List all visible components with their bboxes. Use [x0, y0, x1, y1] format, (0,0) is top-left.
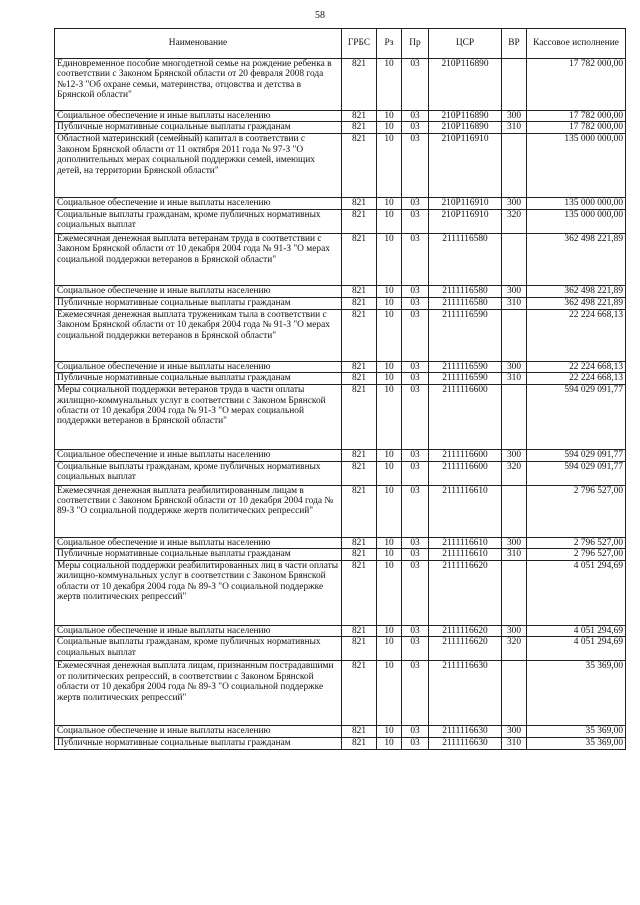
- cell-vr: 310: [502, 549, 527, 561]
- table-row: [55, 309, 626, 361]
- cell-pr: 03: [402, 485, 429, 537]
- cell-pr: 03: [402, 661, 429, 726]
- cell-amount: 362 498 221,89: [527, 285, 626, 297]
- table-row: [55, 385, 626, 450]
- cell-name: Единовременное пособие многодетной семье на рождение ребенка в соответствии с Законом Брянской области от 20 февраля 2008 года №12-З "Об охране семьи, материнства, отцовства и детства в Брянской области": [55, 59, 342, 111]
- cell-grbs: 821: [342, 726, 377, 737]
- cell-csr: 210P116910: [429, 134, 502, 198]
- cell-vr: [502, 385, 527, 450]
- cell-name: Социальное обеспечение и иные выплаты населению: [55, 198, 342, 209]
- col-header-rz: Рз: [377, 29, 402, 59]
- table-row: [55, 198, 626, 209]
- table-row: [55, 637, 626, 661]
- cell-vr: [502, 485, 527, 537]
- cell-rz: 10: [377, 661, 402, 726]
- cell-amount: 17 782 000,00: [527, 122, 626, 134]
- cell-name: Публичные нормативные социальные выплаты гражданам: [55, 549, 342, 561]
- cell-csr: 2111116630: [429, 661, 502, 726]
- cell-vr: 300: [502, 285, 527, 297]
- cell-csr: 2111116600: [429, 461, 502, 485]
- cell-amount: 594 029 091,77: [527, 450, 626, 461]
- col-header-vr: ВР: [502, 29, 527, 59]
- cell-amount: 22 224 668,13: [527, 361, 626, 372]
- cell-name: Ежемесячная денежная выплата ветеранам труда в соответствии с Законом Брянской области от 10 декабря 2004 года № 91-З "О мерах социальной поддержки ветеранов в Брянской области": [55, 233, 342, 285]
- cell-rz: 10: [377, 111, 402, 122]
- cell-amount: 17 782 000,00: [527, 59, 626, 111]
- cell-rz: 10: [377, 59, 402, 111]
- table-row: [55, 361, 626, 372]
- cell-grbs: 821: [342, 385, 377, 450]
- cell-csr: 2111116610: [429, 549, 502, 561]
- col-header-amount: Кассовое исполнение: [527, 29, 626, 59]
- cell-amount: 594 029 091,77: [527, 461, 626, 485]
- cell-csr: 2111116630: [429, 726, 502, 737]
- cell-vr: 300: [502, 726, 527, 737]
- cell-grbs: 821: [342, 361, 377, 372]
- cell-rz: 10: [377, 361, 402, 372]
- cell-grbs: 821: [342, 461, 377, 485]
- cell-grbs: 821: [342, 373, 377, 385]
- cell-rz: 10: [377, 549, 402, 561]
- cell-vr: 300: [502, 626, 527, 637]
- cell-vr: [502, 59, 527, 111]
- cell-rz: 10: [377, 373, 402, 385]
- cell-grbs: 821: [342, 297, 377, 309]
- table-row: [55, 59, 626, 111]
- cell-csr: 2111116610: [429, 537, 502, 548]
- cell-pr: 03: [402, 361, 429, 372]
- cell-vr: 300: [502, 198, 527, 209]
- cell-rz: 10: [377, 198, 402, 209]
- cell-amount: 2 796 527,00: [527, 537, 626, 548]
- table-row: [55, 726, 626, 737]
- cell-grbs: 821: [342, 737, 377, 749]
- cell-name: Социальное обеспечение и иные выплаты населению: [55, 285, 342, 297]
- cell-amount: 4 051 294,69: [527, 637, 626, 661]
- cell-rz: 10: [377, 134, 402, 198]
- table-row: [55, 737, 626, 749]
- cell-amount: 17 782 000,00: [527, 111, 626, 122]
- table-row: [55, 111, 626, 122]
- table-row: [55, 297, 626, 309]
- cell-vr: 300: [502, 450, 527, 461]
- cell-vr: 310: [502, 122, 527, 134]
- cell-grbs: 821: [342, 661, 377, 726]
- cell-csr: 2111116620: [429, 626, 502, 637]
- table-body: [55, 59, 626, 750]
- cell-amount: 4 051 294,69: [527, 626, 626, 637]
- cell-amount: 22 224 668,13: [527, 373, 626, 385]
- cell-rz: 10: [377, 537, 402, 548]
- cell-rz: 10: [377, 485, 402, 537]
- cell-grbs: 821: [342, 233, 377, 285]
- cell-pr: 03: [402, 373, 429, 385]
- cell-vr: [502, 661, 527, 726]
- cell-pr: 03: [402, 737, 429, 749]
- table-row: [55, 461, 626, 485]
- col-header-pr: Пр: [402, 29, 429, 59]
- cell-grbs: 821: [342, 209, 377, 233]
- cell-pr: 03: [402, 297, 429, 309]
- cell-pr: 03: [402, 198, 429, 209]
- cell-rz: 10: [377, 309, 402, 361]
- cell-grbs: 821: [342, 285, 377, 297]
- cell-rz: 10: [377, 385, 402, 450]
- cell-name: Областной материнский (семейный) капитал в соответствии с Законом Брянской области от 11 октября 2011 года № 97-З "О дополнительных мерах социальной поддержки семей, имеющих детей, на территории Брянской области": [55, 134, 342, 198]
- cell-grbs: 821: [342, 485, 377, 537]
- cell-name: Социальные выплаты гражданам, кроме публичных нормативных социальных выплат: [55, 461, 342, 485]
- cell-vr: [502, 561, 527, 626]
- cell-pr: 03: [402, 561, 429, 626]
- table-row: [55, 233, 626, 285]
- table-row: [55, 561, 626, 626]
- cell-csr: 210P116890: [429, 111, 502, 122]
- cell-grbs: 821: [342, 122, 377, 134]
- cell-csr: 2111116620: [429, 637, 502, 661]
- cell-pr: 03: [402, 309, 429, 361]
- cell-amount: 135 000 000,00: [527, 198, 626, 209]
- table-row: [55, 285, 626, 297]
- table-header-row: [55, 29, 626, 59]
- cell-pr: 03: [402, 209, 429, 233]
- cell-pr: 03: [402, 111, 429, 122]
- table-row: [55, 209, 626, 233]
- cell-amount: 2 796 527,00: [527, 549, 626, 561]
- cell-rz: 10: [377, 209, 402, 233]
- cell-csr: 210P116910: [429, 209, 502, 233]
- cell-pr: 03: [402, 285, 429, 297]
- cell-name: Публичные нормативные социальные выплаты гражданам: [55, 373, 342, 385]
- cell-amount: 135 000 000,00: [527, 134, 626, 198]
- cell-pr: 03: [402, 134, 429, 198]
- cell-name: Публичные нормативные социальные выплаты гражданам: [55, 122, 342, 134]
- cell-csr: 2111116590: [429, 361, 502, 372]
- cell-csr: 2111116620: [429, 561, 502, 626]
- table-row: [55, 661, 626, 726]
- cell-pr: 03: [402, 726, 429, 737]
- cell-pr: 03: [402, 233, 429, 285]
- cell-pr: 03: [402, 637, 429, 661]
- cell-csr: 2111116580: [429, 297, 502, 309]
- cell-pr: 03: [402, 385, 429, 450]
- cell-name: Ежемесячная денежная выплата реабилитированным лицам в соответствии с Законом Брянской области от 10 декабря 2004 года № 89-З "О социальной поддержке жертв политических репрессий": [55, 485, 342, 537]
- cell-vr: [502, 309, 527, 361]
- cell-csr: 2111116600: [429, 385, 502, 450]
- cell-csr: 2111116600: [429, 450, 502, 461]
- cell-grbs: 821: [342, 450, 377, 461]
- page-number: 58: [315, 10, 325, 21]
- cell-rz: 10: [377, 297, 402, 309]
- table-row: [55, 485, 626, 537]
- cell-amount: 362 498 221,89: [527, 297, 626, 309]
- cell-vr: 320: [502, 461, 527, 485]
- cell-pr: 03: [402, 122, 429, 134]
- cell-rz: 10: [377, 561, 402, 626]
- cell-name: Социальное обеспечение и иные выплаты населению: [55, 361, 342, 372]
- cell-amount: 35 369,00: [527, 661, 626, 726]
- cell-name: Публичные нормативные социальные выплаты гражданам: [55, 737, 342, 749]
- cell-amount: 594 029 091,77: [527, 385, 626, 450]
- cell-name: Публичные нормативные социальные выплаты гражданам: [55, 297, 342, 309]
- col-header-grbs: ГРБС: [342, 29, 377, 59]
- cell-csr: 210P116890: [429, 122, 502, 134]
- cell-amount: 362 498 221,89: [527, 233, 626, 285]
- cell-grbs: 821: [342, 111, 377, 122]
- cell-vr: 300: [502, 537, 527, 548]
- cell-rz: 10: [377, 122, 402, 134]
- cell-name: Социальные выплаты гражданам, кроме публичных нормативных социальных выплат: [55, 209, 342, 233]
- cell-grbs: 821: [342, 134, 377, 198]
- cell-name: Социальные выплаты гражданам, кроме публичных нормативных социальных выплат: [55, 637, 342, 661]
- cell-csr: 210P116910: [429, 198, 502, 209]
- cell-rz: 10: [377, 233, 402, 285]
- table-row: [55, 549, 626, 561]
- table-row: [55, 537, 626, 548]
- cell-rz: 10: [377, 450, 402, 461]
- cell-vr: [502, 134, 527, 198]
- cell-pr: 03: [402, 549, 429, 561]
- cell-grbs: 821: [342, 549, 377, 561]
- table-row: [55, 626, 626, 637]
- cell-csr: 2111116610: [429, 485, 502, 537]
- cell-name: Ежемесячная денежная выплата лицам, признанным пострадавшими от политических репрессий, в соответствии с Законом Брянской области от 10 декабря 2004 года № 89-З "О социальной поддержке жертв политических репрессий": [55, 661, 342, 726]
- cell-name: Меры социальной поддержки реабилитированных лиц в части оплаты жилищно-коммунальных услуг в соответствии с Законом Брянской области от 10 декабря 2004 года № 89-З "О социальной поддержке жертв политических репрессий": [55, 561, 342, 626]
- col-header-csr: ЦСР: [429, 29, 502, 59]
- cell-pr: 03: [402, 461, 429, 485]
- cell-vr: 300: [502, 361, 527, 372]
- cell-csr: 2111116590: [429, 373, 502, 385]
- table-row: [55, 450, 626, 461]
- table-row: [55, 134, 626, 198]
- cell-rz: 10: [377, 726, 402, 737]
- cell-grbs: 821: [342, 561, 377, 626]
- cell-name: Социальное обеспечение и иные выплаты населению: [55, 626, 342, 637]
- col-header-name: Наименование: [55, 29, 342, 59]
- cell-name: Социальное обеспечение и иные выплаты населению: [55, 111, 342, 122]
- cell-grbs: 821: [342, 637, 377, 661]
- cell-csr: 2111116630: [429, 737, 502, 749]
- cell-csr: 2111116580: [429, 233, 502, 285]
- table-row: [55, 373, 626, 385]
- cell-pr: 03: [402, 626, 429, 637]
- cell-amount: 4 051 294,69: [527, 561, 626, 626]
- cell-csr: 2111116590: [429, 309, 502, 361]
- cell-csr: 2111116580: [429, 285, 502, 297]
- cell-grbs: 821: [342, 59, 377, 111]
- cell-csr: 210P116890: [429, 59, 502, 111]
- cell-vr: [502, 233, 527, 285]
- cell-name: Ежемесячная денежная выплата труженикам тыла в соответствии с Законом Брянской области от 10 декабря 2004 года № 91-З "О мерах социальной поддержки ветеранов в Брянской области": [55, 309, 342, 361]
- cell-amount: 135 000 000,00: [527, 209, 626, 233]
- cell-rz: 10: [377, 285, 402, 297]
- cell-grbs: 821: [342, 626, 377, 637]
- cell-name: Социальное обеспечение и иные выплаты населению: [55, 726, 342, 737]
- cell-rz: 10: [377, 461, 402, 485]
- cell-vr: 310: [502, 373, 527, 385]
- table-row: [55, 122, 626, 134]
- cell-rz: 10: [377, 737, 402, 749]
- cell-name: Социальное обеспечение и иные выплаты населению: [55, 450, 342, 461]
- cell-grbs: 821: [342, 198, 377, 209]
- cell-vr: 310: [502, 297, 527, 309]
- budget-table: [54, 28, 626, 750]
- cell-rz: 10: [377, 637, 402, 661]
- cell-vr: 300: [502, 111, 527, 122]
- cell-rz: 10: [377, 626, 402, 637]
- cell-vr: 320: [502, 637, 527, 661]
- cell-amount: 35 369,00: [527, 737, 626, 749]
- cell-grbs: 821: [342, 309, 377, 361]
- cell-vr: 320: [502, 209, 527, 233]
- cell-amount: 22 224 668,13: [527, 309, 626, 361]
- cell-amount: 35 369,00: [527, 726, 626, 737]
- cell-pr: 03: [402, 537, 429, 548]
- cell-name: Меры социальной поддержки ветеранов труда в части оплаты жилищно-коммунальных услуг в соответствии с Законом Брянской области от 10 декабря 2004 года № 91-З "О мерах социальной поддержки ветеранов в Брянской области": [55, 385, 342, 450]
- cell-name: Социальное обеспечение и иные выплаты населению: [55, 537, 342, 548]
- cell-pr: 03: [402, 450, 429, 461]
- cell-amount: 2 796 527,00: [527, 485, 626, 537]
- cell-vr: 310: [502, 737, 527, 749]
- cell-grbs: 821: [342, 537, 377, 548]
- cell-pr: 03: [402, 59, 429, 111]
